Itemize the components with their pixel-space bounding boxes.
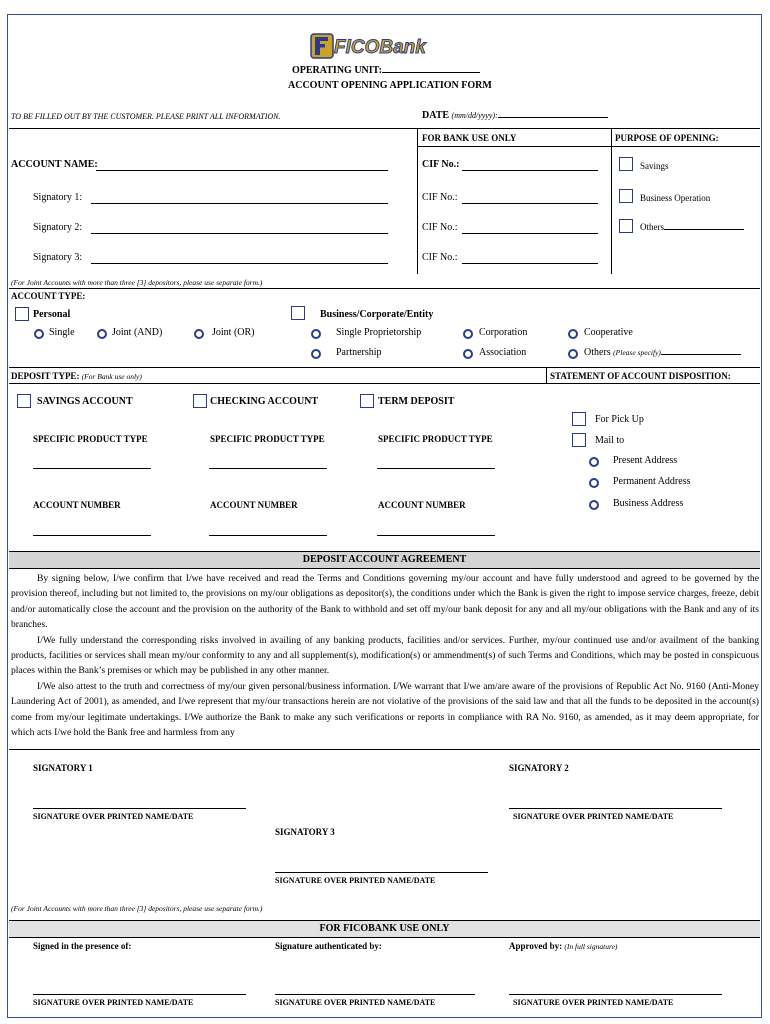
single-radio[interactable] bbox=[34, 329, 44, 339]
present-address-radio[interactable] bbox=[589, 457, 599, 467]
savings-product-field[interactable] bbox=[33, 458, 151, 469]
association-label: Association bbox=[479, 347, 527, 358]
authenticated-label: Signature authenticated by: bbox=[275, 941, 382, 951]
cif-label: CIF No.: bbox=[422, 252, 458, 263]
agreement-heading: DEPOSIT ACCOUNT AGREEMENT bbox=[9, 551, 760, 569]
cif-field-1[interactable] bbox=[462, 192, 598, 204]
purpose-business-checkbox[interactable] bbox=[619, 189, 633, 203]
cooperative-label: Cooperative bbox=[584, 327, 633, 338]
cif-label: CIF No.: bbox=[422, 222, 458, 233]
personal-checkbox[interactable] bbox=[15, 307, 29, 321]
fill-instruction: TO BE FILLED OUT BY THE CUSTOMER. PLEASE PRINT ALL INFORMATION. bbox=[11, 112, 281, 121]
deposit-type-note: (For Bank use only) bbox=[81, 372, 142, 381]
cif-label: CIF No.: bbox=[422, 192, 458, 203]
others-note: (Please specify) bbox=[613, 348, 661, 357]
agreement-paragraph-1: By signing below, I/we confirm that I/we have received and read the Terms and Conditions governing my/our account and have fully understood and agreed to be governed by the provision thereof, including but not limited to, the provisions on my/our obligations as depositor(s), the conditions under which the Bank is given the right to impose service charges, freeze, debit and/or automatically close the account and the provision on the authority of the Bank to withhold and set off my/our bank deposit for any and all my/our obligations with the Bank and any of its branches. bbox=[11, 573, 759, 631]
others-row bbox=[584, 347, 741, 358]
signatory2-signature-field[interactable] bbox=[509, 798, 722, 809]
purpose-others-text: Others bbox=[640, 222, 664, 232]
product-type-label: SPECIFIC PRODUCT TYPE bbox=[378, 434, 493, 444]
date-field[interactable] bbox=[498, 117, 608, 118]
signatory2-label: Signatory 2: bbox=[33, 222, 83, 233]
signatory1-field[interactable] bbox=[91, 192, 388, 204]
approved-note: (In full signature) bbox=[564, 942, 618, 951]
presence-label: Signed in the presence of: bbox=[33, 941, 132, 951]
sig-caption: SIGNATURE OVER PRINTED NAME/DATE bbox=[33, 998, 194, 1007]
presence-signature-field[interactable] bbox=[33, 984, 246, 995]
purpose-heading: PURPOSE OF OPENING: bbox=[615, 133, 719, 143]
signatory3-heading: SIGNATORY 3 bbox=[275, 827, 335, 837]
purpose-others-label bbox=[640, 222, 744, 232]
signatory1-signature-field[interactable] bbox=[33, 798, 246, 809]
account-number-label: ACCOUNT NUMBER bbox=[33, 500, 121, 510]
date-format: (mm/dd/yyyy): bbox=[451, 111, 498, 120]
business-label: Business/Corporate/Entity bbox=[320, 309, 434, 320]
checking-account-label: CHECKING ACCOUNT bbox=[210, 396, 319, 407]
product-type-label: SPECIFIC PRODUCT TYPE bbox=[210, 434, 325, 444]
present-address-label: Present Address bbox=[613, 455, 678, 466]
cif-main-label: CIF No.: bbox=[422, 159, 460, 170]
account-name-label: ACCOUNT NAME: bbox=[11, 159, 98, 170]
approved-signature-field[interactable] bbox=[509, 984, 722, 995]
agreement-paragraph-3: I/We also attest to the truth and correctness of my/our given personal/business information. I/We warrant that I/we am/are aware of the provisions of Republic Act No. 9160 (Anti-Money Laundering Act of 2001), as amended, and I/we represent that my/our transactions herein are not violative of the provisions of the said law and that all the funds to be deposited in the account(s) come from my/our legitimate undertakings. I/We authorize the Bank to make any such verifications or reports in compliance with RA No. 9160, as amended, as it may deem appropriate, for which acts I/we hold the Bank free and harmless from any bbox=[11, 680, 759, 739]
deposit-type-title: DEPOSIT TYPE: bbox=[11, 371, 80, 381]
pickup-checkbox[interactable] bbox=[572, 412, 586, 426]
divider bbox=[9, 367, 760, 368]
deposit-type-heading bbox=[11, 371, 142, 381]
signatory3-field[interactable] bbox=[91, 252, 388, 264]
divider bbox=[9, 288, 760, 289]
term-product-field[interactable] bbox=[377, 458, 495, 469]
sole-proprietorship-radio[interactable] bbox=[311, 329, 321, 339]
authenticated-signature-field[interactable] bbox=[275, 984, 475, 995]
signatory3-signature-field[interactable] bbox=[275, 862, 488, 873]
cooperative-radio[interactable] bbox=[568, 329, 578, 339]
date-row bbox=[422, 110, 608, 121]
operating-unit-field[interactable] bbox=[382, 72, 480, 73]
divider bbox=[417, 128, 418, 274]
signatory1-heading: SIGNATORY 1 bbox=[33, 763, 93, 773]
agreement-paragraph-2: I/We fully understand the corresponding risks involved in availing of any banking products, facilities and/or services. Further, my/our continued use and/or availment of the banking products, facilities or services shall mean my/our conformity to any and all supplement(s), modification(s) or ammendment(s) of such Terms and Conditions, which may be posted in conspicuous places within the Bank’s premises or which may be published in any other manner. bbox=[11, 634, 759, 677]
single-label: Single bbox=[49, 327, 75, 338]
savings-account-number-field[interactable] bbox=[33, 525, 151, 536]
savings-account-label: SAVINGS ACCOUNT bbox=[37, 396, 133, 407]
checking-account-number-field[interactable] bbox=[209, 525, 327, 536]
corporation-label: Corporation bbox=[479, 327, 528, 338]
logo-wordmark: FICOBank bbox=[334, 37, 426, 58]
permanent-address-radio[interactable] bbox=[589, 478, 599, 488]
cif-field-2[interactable] bbox=[462, 222, 598, 234]
personal-label: Personal bbox=[33, 309, 71, 320]
term-deposit-checkbox[interactable] bbox=[360, 394, 374, 408]
agreement-text bbox=[11, 571, 759, 739]
others-field[interactable] bbox=[661, 354, 741, 355]
purpose-savings-label: Savings bbox=[640, 161, 669, 171]
operating-unit-label: OPERATING UNIT: bbox=[292, 65, 382, 76]
divider bbox=[9, 128, 760, 129]
purpose-others-field[interactable] bbox=[664, 229, 744, 230]
ficobank-use-heading: FOR FICOBANK USE ONLY bbox=[9, 920, 760, 938]
joint-note-bottom: (For Joint Accounts with more than three [3] depositors, please use separate form.) bbox=[11, 904, 263, 913]
savings-account-checkbox[interactable] bbox=[17, 394, 31, 408]
joint-and-label: Joint (AND) bbox=[112, 327, 163, 338]
purpose-savings-checkbox[interactable] bbox=[619, 157, 633, 171]
term-deposit-label: TERM DEPOSIT bbox=[378, 396, 455, 407]
disposition-heading: STATEMENT OF ACCOUNT DISPOSITION: bbox=[550, 371, 731, 381]
divider bbox=[611, 128, 612, 274]
sig-caption: SIGNATURE OVER PRINTED NAME/DATE bbox=[275, 876, 436, 885]
joint-and-radio[interactable] bbox=[97, 329, 107, 339]
others-label: Others bbox=[584, 347, 611, 358]
signatory1-label: Signatory 1: bbox=[33, 192, 83, 203]
account-type-heading: ACCOUNT TYPE: bbox=[11, 291, 86, 301]
permanent-address-label: Permanent Address bbox=[613, 476, 691, 487]
business-checkbox[interactable] bbox=[291, 306, 305, 320]
divider bbox=[546, 367, 547, 383]
cif-field-3[interactable] bbox=[462, 252, 598, 264]
date-label: DATE bbox=[422, 110, 450, 121]
divider bbox=[9, 383, 760, 384]
pickup-label: For Pick Up bbox=[595, 414, 644, 425]
mail-label: Mail to bbox=[595, 435, 625, 446]
bank-use-heading: FOR BANK USE ONLY bbox=[422, 133, 517, 143]
signatory3-label: Signatory 3: bbox=[33, 252, 83, 263]
sig-caption: SIGNATURE OVER PRINTED NAME/DATE bbox=[33, 812, 194, 821]
account-number-label: ACCOUNT NUMBER bbox=[210, 500, 298, 510]
partnership-radio[interactable] bbox=[311, 349, 321, 359]
purpose-business-label: Business Operation bbox=[640, 193, 711, 203]
approved-label: Approved by: bbox=[509, 941, 563, 951]
sig-caption: SIGNATURE OVER PRINTED NAME/DATE bbox=[275, 998, 436, 1007]
mail-checkbox[interactable] bbox=[572, 433, 586, 447]
sig-caption: SIGNATURE OVER PRINTED NAME/DATE bbox=[513, 998, 674, 1007]
joint-or-radio[interactable] bbox=[194, 329, 204, 339]
product-type-label: SPECIFIC PRODUCT TYPE bbox=[33, 434, 148, 444]
others-radio[interactable] bbox=[568, 349, 578, 359]
corporation-radio[interactable] bbox=[463, 329, 473, 339]
checking-account-checkbox[interactable] bbox=[193, 394, 207, 408]
ficobank-logo bbox=[311, 32, 451, 60]
joint-note: (For Joint Accounts with more than three [3] depositors, please use separate form.) bbox=[11, 278, 263, 287]
approved-row bbox=[509, 941, 617, 951]
form-title: ACCOUNT OPENING APPLICATION FORM bbox=[288, 80, 492, 91]
operating-unit bbox=[292, 65, 480, 76]
account-number-label: ACCOUNT NUMBER bbox=[378, 500, 466, 510]
sole-proprietorship-label: Single Proprietorship bbox=[336, 327, 422, 338]
checking-product-field[interactable] bbox=[209, 458, 327, 469]
term-account-number-field[interactable] bbox=[377, 525, 495, 536]
purpose-others-checkbox[interactable] bbox=[619, 219, 633, 233]
signatory2-field[interactable] bbox=[91, 222, 388, 234]
cif-main-field[interactable] bbox=[462, 159, 598, 171]
sig-caption: SIGNATURE OVER PRINTED NAME/DATE bbox=[513, 812, 674, 821]
partnership-label: Partnership bbox=[336, 347, 382, 358]
signatory2-heading: SIGNATORY 2 bbox=[509, 763, 569, 773]
account-name-field[interactable] bbox=[96, 159, 388, 171]
business-address-radio[interactable] bbox=[589, 500, 599, 510]
divider bbox=[417, 146, 760, 147]
joint-or-label: Joint (OR) bbox=[212, 327, 255, 338]
business-address-label: Business Address bbox=[613, 498, 684, 509]
divider bbox=[9, 749, 760, 750]
association-radio[interactable] bbox=[463, 349, 473, 359]
